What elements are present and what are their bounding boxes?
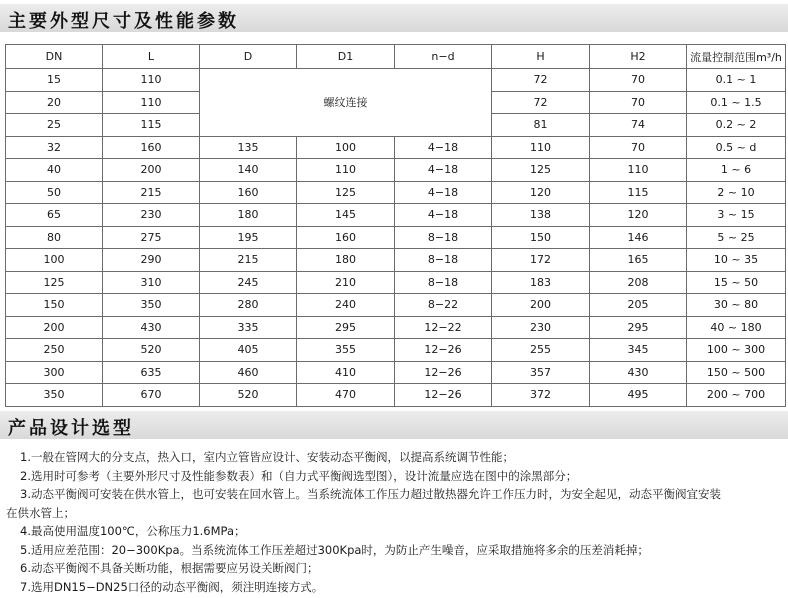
table-cell: 65	[6, 204, 103, 227]
table-row	[6, 181, 786, 204]
table-cell: 295	[590, 316, 687, 339]
table-cell: 183	[492, 271, 590, 294]
table-cell: 180	[200, 204, 297, 227]
table-cell: 520	[103, 339, 200, 362]
table-cell: 195	[200, 226, 297, 249]
table-cell: 410	[297, 361, 395, 384]
table-cell: 405	[200, 339, 297, 362]
table-cell: 345	[590, 339, 687, 362]
table-cell: 81	[492, 114, 590, 137]
table-cell: 2 ~ 10	[687, 181, 786, 204]
table-cell: 150	[6, 294, 103, 317]
table-cell: 110	[590, 159, 687, 182]
table-cell: 310	[103, 271, 200, 294]
table-cell: 300	[6, 361, 103, 384]
note-item: 1.一般在管网大的分支点，热入口，室内立管皆应设计、安装动态平衡阀，以提高系统调节性能；	[20, 450, 514, 464]
table-row	[6, 159, 786, 182]
table-row	[6, 204, 786, 227]
table-cell: 0.2 ~ 2	[687, 114, 786, 137]
table-cell: 230	[492, 316, 590, 339]
table-cell: 50	[6, 181, 103, 204]
table-cell: 250	[6, 339, 103, 362]
table-cell: 172	[492, 249, 590, 272]
note-item: 7.选用DN15−DN25口径的动态平衡阀，须注明连接方式。	[20, 579, 324, 594]
table-cell: 10 ~ 35	[687, 249, 786, 272]
col-header: H2	[590, 45, 687, 69]
table-cell: 30 ~ 80	[687, 294, 786, 317]
table-cell: 115	[590, 181, 687, 204]
table-cell: 110	[103, 69, 200, 92]
table-cell: 120	[492, 181, 590, 204]
selection-notes	[6, 448, 782, 596]
table-cell: 70	[590, 136, 687, 159]
table-cell: 495	[590, 384, 687, 407]
table-cell: 430	[590, 361, 687, 384]
col-header: D	[200, 45, 297, 69]
col-header: L	[103, 45, 200, 69]
col-header: n−d	[395, 45, 492, 69]
table-cell: 0.5 ~ d	[687, 136, 786, 159]
table-row	[6, 226, 786, 249]
table-row	[6, 294, 786, 317]
table-cell: 100	[6, 249, 103, 272]
table-cell: 110	[103, 91, 200, 114]
table-cell: 40	[6, 159, 103, 182]
table-cell: 430	[103, 316, 200, 339]
table-cell: 40 ~ 180	[687, 316, 786, 339]
col-header: D1	[297, 45, 395, 69]
table-cell: 150	[492, 226, 590, 249]
table-cell: 8−18	[395, 271, 492, 294]
table-cell: 135	[200, 136, 297, 159]
table-cell: 350	[6, 384, 103, 407]
table-cell: 12−26	[395, 384, 492, 407]
table-row	[6, 271, 786, 294]
section-title-selection: 产品设计选型	[8, 418, 134, 439]
table-cell: 240	[297, 294, 395, 317]
table-cell: 372	[492, 384, 590, 407]
table-cell: 12−26	[395, 361, 492, 384]
table-cell: 3 ~ 15	[687, 204, 786, 227]
table-cell: 357	[492, 361, 590, 384]
table-cell: 15 ~ 50	[687, 271, 786, 294]
table-cell: 355	[297, 339, 395, 362]
note-item: 4.最高使用温度100℃，公称压力1.6MPa；	[20, 524, 246, 538]
table-cell: 295	[297, 316, 395, 339]
table-cell: 335	[200, 316, 297, 339]
table-cell: 210	[297, 271, 395, 294]
table-cell: 350	[103, 294, 200, 317]
table-cell: 8−22	[395, 294, 492, 317]
col-header: DN	[6, 45, 103, 69]
note-item: 在供水管上；	[6, 505, 75, 520]
table-cell: 275	[103, 226, 200, 249]
table-row	[6, 316, 786, 339]
table-cell: 138	[492, 204, 590, 227]
table-cell: 74	[590, 114, 687, 137]
table-cell: 120	[590, 204, 687, 227]
table-cell: 20	[6, 91, 103, 114]
table-cell: 4−18	[395, 159, 492, 182]
note-item: 3.动态平衡阀可安装在供水管上，也可安装在回水管上。当系统流体工作压力超过散热器允许工作压力时，为安全起见，动态平衡阀宜安装	[20, 487, 721, 501]
table-cell: 215	[200, 249, 297, 272]
section-header-selection	[0, 411, 788, 439]
table-cell: 460	[200, 361, 297, 384]
table-cell: 146	[590, 226, 687, 249]
table-cell: 290	[103, 249, 200, 272]
table-cell: 100	[297, 136, 395, 159]
table-cell: 470	[297, 384, 395, 407]
table-cell: 145	[297, 204, 395, 227]
table-cell: 215	[103, 181, 200, 204]
table-row	[6, 136, 786, 159]
table-cell: 32	[6, 136, 103, 159]
spec-table	[5, 44, 786, 407]
table-cell: 70	[590, 69, 687, 92]
table-row	[6, 361, 786, 384]
table-cell: 115	[103, 114, 200, 137]
table-cell: 230	[103, 204, 200, 227]
table-header-row	[6, 45, 786, 69]
section-title-specs: 主要外型尺寸及性能参数	[8, 11, 239, 32]
table-cell: 520	[200, 384, 297, 407]
table-cell: 200	[103, 159, 200, 182]
table-cell: 160	[103, 136, 200, 159]
table-cell: 160	[200, 181, 297, 204]
table-cell: 4−18	[395, 204, 492, 227]
table-cell: 8−18	[395, 249, 492, 272]
table-cell: 5 ~ 25	[687, 226, 786, 249]
table-cell: 125	[297, 181, 395, 204]
table-cell: 140	[200, 159, 297, 182]
table-cell: 4−18	[395, 136, 492, 159]
table-cell: 150 ~ 500	[687, 361, 786, 384]
note-item: 5.适用应差范围：20−300Kpa。当系统流体工作压差超过300Kpa时，为防止产生噪音，应采取措施将多余的压差消耗掉；	[20, 542, 649, 557]
table-cell: 4−18	[395, 181, 492, 204]
table-cell: 160	[297, 226, 395, 249]
table-cell: 8−18	[395, 226, 492, 249]
table-cell: 255	[492, 339, 590, 362]
note-item: 2.选用时可参考（主要外形尺寸及性能参数表）和（自力式平衡阀选型图），设计流量应选在图中的涂黑部分；	[20, 468, 578, 483]
table-row	[6, 384, 786, 407]
table-cell: 0.1 ~ 1	[687, 69, 786, 92]
table-cell: 25	[6, 114, 103, 137]
table-cell: 200 ~ 700	[687, 384, 786, 407]
table-cell: 110	[492, 136, 590, 159]
col-header: 流量控制范围m³/h	[687, 45, 786, 69]
table-cell: 1 ~ 6	[687, 159, 786, 182]
table-cell: 670	[103, 384, 200, 407]
table-cell: 100 ~ 300	[687, 339, 786, 362]
table-cell: 200	[6, 316, 103, 339]
col-header: H	[492, 45, 590, 69]
table-cell: 208	[590, 271, 687, 294]
table-cell: 245	[200, 271, 297, 294]
table-cell: 165	[590, 249, 687, 272]
table-row	[6, 339, 786, 362]
table-cell: 15	[6, 69, 103, 92]
table-cell: 72	[492, 69, 590, 92]
thread-connection-cell: 螺纹连接	[200, 69, 492, 137]
table-row	[6, 249, 786, 272]
table-cell: 0.1 ~ 1.5	[687, 91, 786, 114]
table-cell: 72	[492, 91, 590, 114]
table-cell: 70	[590, 91, 687, 114]
table-cell: 125	[492, 159, 590, 182]
section-header-specs	[0, 4, 788, 32]
table-cell: 180	[297, 249, 395, 272]
table-cell: 635	[103, 361, 200, 384]
note-item: 6.动态平衡阀不具备关断功能，根据需要应另设关断阀门；	[20, 561, 319, 575]
table-cell: 12−22	[395, 316, 492, 339]
table-cell: 125	[6, 271, 103, 294]
table-cell: 280	[200, 294, 297, 317]
table-cell: 80	[6, 226, 103, 249]
table-cell: 110	[297, 159, 395, 182]
table-row	[6, 69, 786, 92]
table-cell: 12−26	[395, 339, 492, 362]
table-cell: 200	[492, 294, 590, 317]
table-cell: 205	[590, 294, 687, 317]
